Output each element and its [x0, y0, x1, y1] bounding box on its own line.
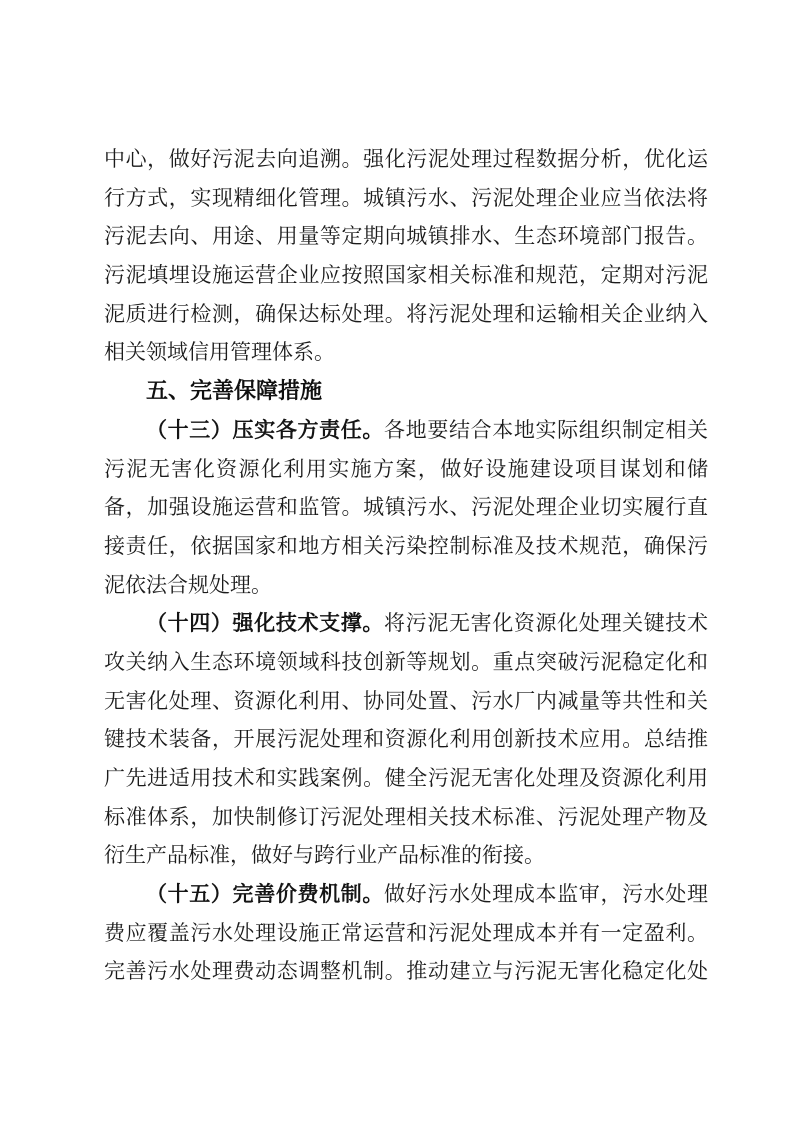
text-line: 广先进适用技术和实践案例。健全污泥无害化处理及资源化利用 [104, 766, 708, 790]
document-text-block [104, 140, 708, 991]
paragraph-last-line: 泥依法合规处理。 [104, 572, 272, 597]
clause-text: 各地要结合本地实际组织制定相关 [384, 417, 709, 442]
text-line: 备，加强设施运营和监管。城镇污水、污泥处理企业切实履行直 [104, 495, 708, 520]
section-heading: 五、完善保障措施 [146, 378, 323, 404]
clause-first-line [104, 411, 708, 450]
text-line: 攻关纳入生态环境领域科技创新等规划。重点突破污泥稳定化和 [104, 649, 708, 674]
text-line: 键技术装备，开展污泥处理和资源化利用创新技术应用。总结推 [104, 727, 708, 752]
clause-text: 做好污水处理成本监审，污水处理 [384, 882, 709, 907]
paragraph-last-line: 相关领域信用管理体系。 [104, 340, 335, 365]
text-line: 污泥去向、用途、用量等定期向城镇排水、生态环境部门报告。 [104, 224, 708, 249]
paragraph-last-line: 衍生产品标准，做好与跨行业产品标准的衔接。 [104, 843, 545, 868]
text-line: 污泥填埋设施运营企业应按照国家相关标准和规范，定期对污泥 [104, 263, 708, 288]
text-line: 中心，做好污泥去向追溯。强化污泥处理过程数据分析，优化运 [104, 147, 708, 171]
clause-title: （十三）压实各方责任。 [146, 417, 385, 442]
text-line: 费应覆盖污水处理设施正常运营和污泥处理成本并有一定盈利。 [104, 920, 708, 945]
text-line: 污泥无害化资源化利用实施方案，做好设施建设项目谋划和储 [104, 456, 708, 481]
clause-first-line [104, 875, 708, 914]
clause-text: 将污泥无害化资源化处理关键技术 [384, 611, 709, 636]
text-line: 无害化处理、资源化利用、协同处置、污水厂内减量等共性和关 [104, 688, 708, 713]
text-line: 接责任，依据国家和地方相关污染控制标准及技术规范，确保污 [104, 533, 708, 558]
text-line: 完善污水处理费动态调整机制。推动建立与污泥无害化稳定化处 [104, 959, 708, 984]
clause-title: （十五）完善价费机制。 [146, 882, 385, 907]
clause-first-line [104, 604, 708, 643]
text-line: 行方式，实现精细化管理。城镇污水、污泥处理企业应当依法将 [104, 185, 708, 210]
clause-title: （十四）强化技术支撑。 [146, 611, 385, 636]
text-line: 泥质进行检测，确保达标处理。将污泥处理和运输相关企业纳入 [104, 301, 708, 326]
text-line: 标准体系，加快制修订污泥处理相关技术标准、污泥处理产物及 [104, 804, 708, 829]
